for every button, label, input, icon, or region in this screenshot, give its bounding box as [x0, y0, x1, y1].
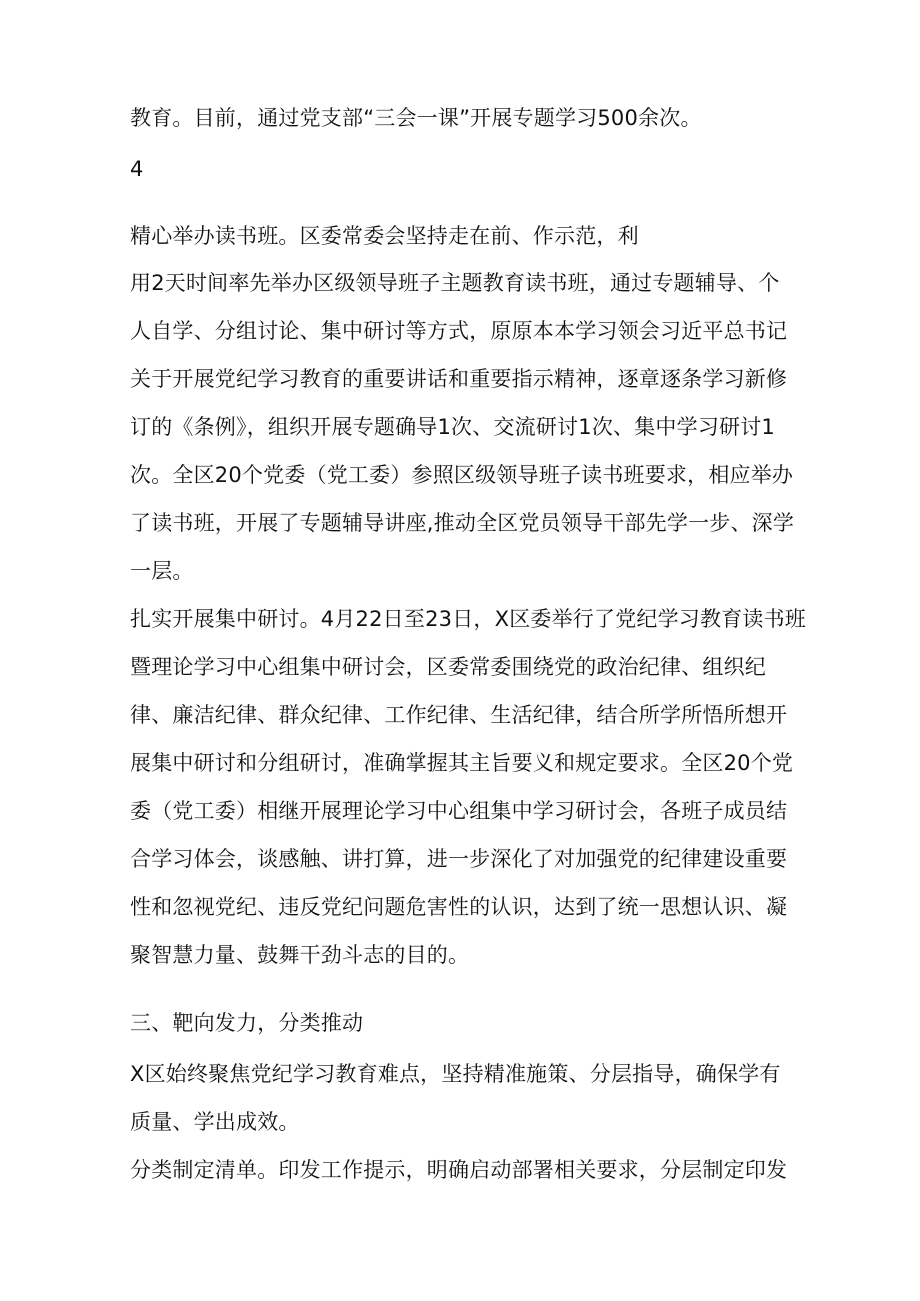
text-line: 聚智慧力量、鼓舞干劲斗志的目的。	[130, 943, 470, 967]
text-line: 律、廉洁纪律、群众纪律、工作纪律、生活纪律，结合所学所悟所想开	[130, 703, 788, 727]
text-line: 合学习体会，谈感触、讲打算，进一步深化了对加强党的纪律建设重要	[130, 847, 788, 871]
text-line: X区始终聚焦党纪学习教育难点，坚持精准施策、分层指导，确保学有	[130, 1062, 781, 1086]
paragraph-heading: 扎实开展集中研讨。4月22日至23日，X区委举行了党纪学习教育读书班	[130, 607, 806, 631]
paragraph-heading: 精心举办读书班。区委常委会坚持走在前、作示范，利	[130, 224, 639, 248]
text-line: 一层。	[130, 559, 194, 583]
paragraph-heading: 分类制定清单。印发工作提示，明确启动部署相关要求，分层制定印发	[130, 1158, 788, 1182]
text-line: 了读书班，开展了专题辅导讲座,推动全区党员领导干部先学一步、深学	[130, 511, 795, 535]
text-line: 订的《条例》，组织开展专题确导1次、交流研讨1次、集中学习研讨1	[130, 415, 775, 439]
text-line: 性和忽视党纪、违反党纪问题危害性的认识，达到了统一思想认识、凝	[130, 895, 788, 919]
text-line: 人自学、分组讨论、集中研讨等方式，原原本本学习领会习近平总书记	[130, 319, 788, 343]
section-heading: 三、靶向发力，分类推动	[130, 1011, 364, 1035]
page-number: 4	[130, 157, 144, 181]
text-line: 展集中研讨和分组研讨，准确掌握其主旨要义和规定要求。全区20个党	[130, 751, 794, 775]
text-line: 教育。目前，通过党支部“三会一课”开展专题学习500余次。	[130, 106, 702, 130]
text-line: 暨理论学习中心组集中研讨会，区委常委围绕党的政治纪律、组织纪	[130, 655, 766, 679]
text-line: 用2天时间率先举办区级领导班子主题教育读书班，通过专题辅导、个	[130, 271, 780, 295]
text-line: 关于开展党纪学习教育的重要讲话和重要指示精神，逐章逐条学习新修	[130, 367, 788, 391]
text-line: 质量、学出成效。	[130, 1110, 300, 1134]
text-line: 委（党工委）相继开展理论学习中心组集中学习研讨会，各班子成员结	[130, 799, 788, 823]
text-line: 次。全区20个党委（党工委）参照区级领导班子读书班要求，相应举办	[130, 463, 794, 487]
